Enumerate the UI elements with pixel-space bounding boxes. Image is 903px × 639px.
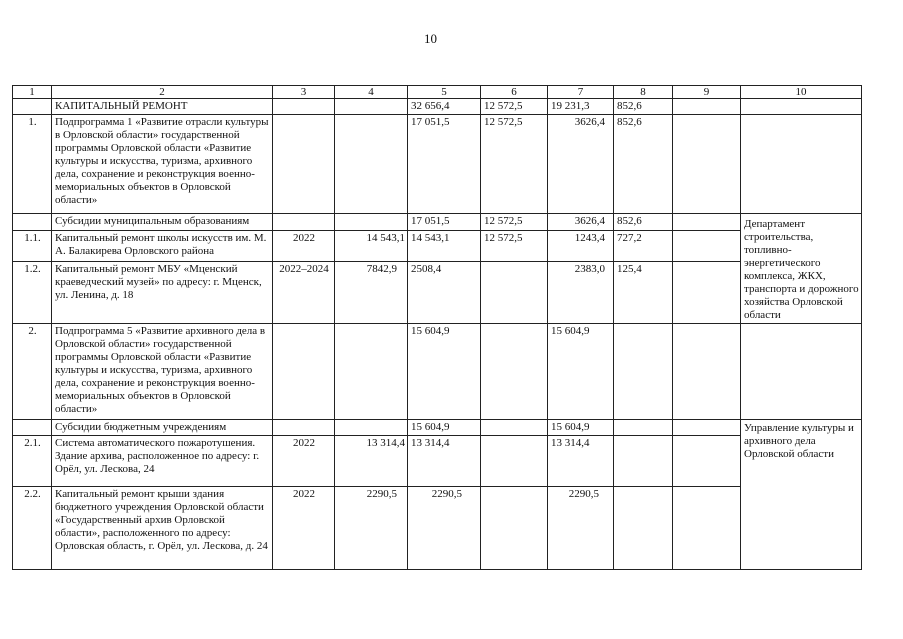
row-title: Капитальный ремонт крыши здания бюджетного учреждения Орловской области «Государственный архив Орловской области», расположенного по адресу: Орловская область, г. Орёл, ул. Лескова, д. 24: [52, 487, 273, 570]
row-title: Капитальный ремонт МБУ «Мценский краеведческий музей» по адресу: г. Мценск, ул. Ленина, д. 18: [52, 262, 273, 324]
column-header: 9: [673, 86, 741, 99]
table-cell: 852,6: [614, 115, 673, 214]
table-cell: 2508,4: [408, 262, 481, 324]
table-cell: [481, 262, 548, 324]
table-cell: 2022–2024: [273, 262, 335, 324]
executor-cell: Департамент строительства, топливно-энергетического комплекса, ЖКХ, транспорта и дорожного хозяйства Орловской области: [741, 214, 862, 324]
table-cell: [673, 115, 741, 214]
row-number: 1.: [13, 115, 52, 214]
table-row-subsidy-budget: [13, 420, 862, 436]
table-cell: [741, 324, 862, 420]
column-number-header: [13, 86, 862, 99]
table-cell: 12 572,5: [481, 214, 548, 231]
row-title: Субсидии бюджетным учреждениям: [52, 420, 273, 436]
row-number: 2.: [13, 324, 52, 420]
table-cell: [13, 214, 52, 231]
table-row-subprogram-1: [13, 115, 862, 214]
table-cell: [614, 487, 673, 570]
table-cell: [273, 214, 335, 231]
table-cell: 2290,5: [408, 487, 481, 570]
row-number: 1.1.: [13, 231, 52, 262]
table-cell: 17 051,5: [408, 214, 481, 231]
executor-cell: Управление культуры и архивного дела Орловской области: [741, 420, 862, 570]
table-cell: [673, 487, 741, 570]
table-cell: [273, 115, 335, 214]
column-header: 10: [741, 86, 862, 99]
table-cell: 2022: [273, 231, 335, 262]
table-cell: 15 604,9: [548, 324, 614, 420]
table-cell: 13 314,4: [548, 436, 614, 487]
column-header: 7: [548, 86, 614, 99]
table-cell: [273, 324, 335, 420]
table-cell: 32 656,4: [408, 99, 481, 115]
row-title: Подпрограмма 5 «Развитие архивного дела в Орловской области» государственной программы Орловской области «Развитие культуры и искусства, туризма, архивного дела, сохранение и реконструкция военно-мемориальных объектов в Орловской области»: [52, 324, 273, 420]
page-number: 10: [424, 31, 437, 46]
table-cell: 13 314,4: [408, 436, 481, 487]
table-row-subprogram-5: [13, 324, 862, 420]
table-cell: 3626,4: [548, 115, 614, 214]
table-cell: [335, 420, 408, 436]
row-number: 2.1.: [13, 436, 52, 487]
row-title: КАПИТАЛЬНЫЙ РЕМОНТ: [52, 99, 273, 115]
column-header: 4: [335, 86, 408, 99]
table-cell: [481, 420, 548, 436]
table-cell: 15 604,9: [548, 420, 614, 436]
table-cell: [335, 324, 408, 420]
table-cell: 2290,5: [335, 487, 408, 570]
table-cell: 17 051,5: [408, 115, 481, 214]
table-cell: [335, 99, 408, 115]
table-cell: [673, 231, 741, 262]
table-cell: 3626,4: [548, 214, 614, 231]
table-cell: 12 572,5: [481, 99, 548, 115]
table-cell: 19 231,3: [548, 99, 614, 115]
table-row-subsidy-municipal: [13, 214, 862, 231]
table-cell: 14 543,1: [335, 231, 408, 262]
row-title: Субсидии муниципальным образованиям: [52, 214, 273, 231]
table-cell: [741, 115, 862, 214]
table-cell: [481, 324, 548, 420]
row-number: 1.2.: [13, 262, 52, 324]
table-cell: [614, 324, 673, 420]
table-cell: 2383,0: [548, 262, 614, 324]
column-header: 8: [614, 86, 673, 99]
table-cell: 7842,9: [335, 262, 408, 324]
table-cell: 125,4: [614, 262, 673, 324]
table-row-item-1-1: [13, 231, 862, 262]
table-row-total: [13, 99, 862, 115]
table-cell: 12 572,5: [481, 231, 548, 262]
table-cell: [481, 487, 548, 570]
table-cell: [13, 420, 52, 436]
table-cell: [273, 420, 335, 436]
row-title: Система автоматического пожаротушения. Здание архива, расположенное по адресу: г. Орёл, ул. Лескова, 24: [52, 436, 273, 487]
row-number: 2.2.: [13, 487, 52, 570]
table-cell: [673, 436, 741, 487]
table-row-item-1-2: [13, 262, 862, 324]
table-cell: [614, 436, 673, 487]
table-cell: 13 314,4: [335, 436, 408, 487]
table-row-item-2-1: [13, 436, 862, 487]
table-cell: [614, 420, 673, 436]
column-header: 2: [52, 86, 273, 99]
table-cell: 2290,5: [548, 487, 614, 570]
table-cell: [13, 99, 52, 115]
table-cell: [673, 420, 741, 436]
table-cell: 14 543,1: [408, 231, 481, 262]
row-title: Подпрограмма 1 «Развитие отрасли культуры в Орловской области» государственной программы Орловской области «Развитие культуры и искусства, туризма, архивного дела, сохранение и реконструкция военно-мемориальных объектов в Орловской области»: [52, 115, 273, 214]
table-cell: [741, 99, 862, 115]
table-cell: 12 572,5: [481, 115, 548, 214]
table-cell: [335, 115, 408, 214]
table-cell: [335, 214, 408, 231]
row-title: Капитальный ремонт школы искусств им. М. А. Балакирева Орловского района: [52, 231, 273, 262]
table-cell: 727,2: [614, 231, 673, 262]
table-cell: [673, 99, 741, 115]
table-cell: 2022: [273, 436, 335, 487]
column-header: 5: [408, 86, 481, 99]
table-cell: [673, 262, 741, 324]
table-cell: 1243,4: [548, 231, 614, 262]
column-header: 1: [13, 86, 52, 99]
table-cell: [273, 99, 335, 115]
table-cell: 852,6: [614, 99, 673, 115]
table-cell: [481, 436, 548, 487]
column-header: 3: [273, 86, 335, 99]
column-header: 6: [481, 86, 548, 99]
capital-repair-table: [12, 85, 862, 570]
table-cell: [673, 324, 741, 420]
table-cell: 15 604,9: [408, 420, 481, 436]
table-cell: [673, 214, 741, 231]
table-cell: 2022: [273, 487, 335, 570]
table-cell: 15 604,9: [408, 324, 481, 420]
table-row-item-2-2: [13, 487, 862, 570]
table-cell: 852,6: [614, 214, 673, 231]
